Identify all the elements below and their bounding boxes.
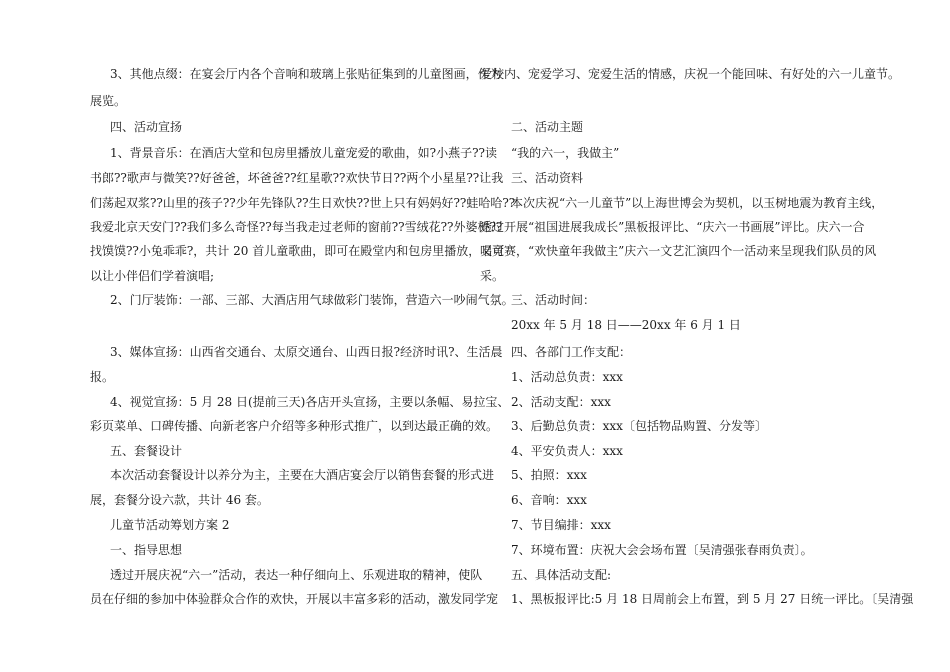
- text-line: 找馍馍??小兔乖乖?，共计 20 首儿童歌曲，即可在殿堂内和包房里播放，又可: [90, 244, 505, 258]
- text-line: 6、音响：xxx: [511, 493, 587, 507]
- section-heading: 三、活动资料: [511, 171, 584, 185]
- text-line: 员在仔细的参加中体验群众合作的欢快，开展以丰富多彩的活动，激发同学宠: [90, 592, 499, 606]
- text-line: 展，套餐分设六款，共计 46 套。: [90, 493, 269, 507]
- text-line: 20xx 年 5 月 18 日——20xx 年 6 月 1 日: [511, 318, 741, 332]
- text-line: 展览。: [90, 94, 127, 108]
- text-line: 4、平安负责人：xxx: [511, 444, 623, 458]
- text-line: 透过开展“祖国进展我成长”黑板报评比、“庆六一书画展”评比。庆六一合: [480, 220, 865, 234]
- text-line: 3、其他点缀：在宴会厅内各个音响和玻璃上张贴征集到的儿童图画，作为: [110, 67, 502, 81]
- text-line: 唱竞赛，“欢快童年我做主”庆六一文艺汇演四个一活动来呈现我们队员的风: [480, 244, 877, 258]
- text-line: 爱校内、宠爱学习、宠爱生活的情感，庆祝一个能回味、有好处的六一儿童节。: [480, 67, 901, 81]
- section-heading: 五、具体活动支配:: [511, 568, 612, 582]
- text-line: 以让小伴侣们学着演唱;: [90, 269, 215, 283]
- text-line: 们荡起双浆??山里的孩子??少年先锋队??生日欢快??世上只有妈妈好??蛙哈哈??: [90, 196, 516, 210]
- text-line: 彩页菜单、口碑传播、向新老客户介绍等多种形式推广，以到达最正确的效。: [90, 419, 499, 433]
- text-line: “我的六一，我做主”: [511, 146, 620, 160]
- section-heading: 四、活动宣扬: [110, 120, 183, 134]
- text-line: 3、后勤总负责：xxx〔包括物品购置、分发等〕: [511, 419, 767, 433]
- text-line: 5、拍照：xxx: [511, 468, 587, 482]
- text-line: 报。: [90, 370, 115, 384]
- text-line: 7、环境布置：庆祝大会会场布置〔吴清强张春雨负责〕。: [511, 543, 813, 557]
- text-line: 书郎??歌声与微笑??好爸爸，坏爸爸??红星歌??欢快节日??两个小星星??让我: [90, 171, 504, 185]
- text-line: 本次庆祝“六一儿童节”以上海世博会为契机，以玉树地震为教育主线，: [511, 196, 884, 210]
- text-line: 采。: [480, 269, 505, 283]
- text-line: 2、门厅装饰：一部、三部、大酒店用气球做彩门装饰，营造六一吵闹气氛。: [110, 293, 514, 307]
- text-line: 7、节目编排：xxx: [511, 518, 611, 532]
- section-heading: 三、活动时间：: [511, 293, 596, 307]
- section-heading: 四、各部门工作支配：: [511, 345, 632, 359]
- section-heading: 一、指导思想: [110, 543, 183, 557]
- text-line: 透过开展庆祝“六一”活动，表达一种仔细向上、乐观进取的精神，使队: [110, 568, 483, 582]
- text-line: 1、活动总负责：xxx: [511, 370, 623, 384]
- text-line: 1、背景音乐：在酒店大堂和包房里播放儿童宠爱的歌曲，如?小燕子??读: [110, 146, 497, 160]
- document-title: 儿童节活动筹划方案 2: [110, 518, 230, 532]
- text-line: 我爱北京天安门??我们多么奇怪??每当我走过老师的窗前??雪绒花??外婆桥??: [90, 220, 503, 234]
- text-line: 2、活动支配：xxx: [511, 395, 611, 409]
- text-line: 4、视觉宣扬：5 月 28 日(提前三天)各店开头宣扬，主要以条幅、易拉宝、: [110, 395, 510, 409]
- text-line: 1、黑板报评比:5 月 18 日周前会上布置，到 5 月 27 日统一评比。〔吴清强: [511, 592, 914, 606]
- section-heading: 五、套餐设计: [110, 444, 183, 458]
- text-line: 3、媒体宣扬：山西省交通台、太原交通台、山西日报?经济时讯?、生活晨: [110, 345, 503, 359]
- section-heading: 二、活动主题: [511, 120, 584, 134]
- text-line: 本次活动套餐设计以养分为主，主要在大酒店宴会厅以销售套餐的形式进: [110, 468, 495, 482]
